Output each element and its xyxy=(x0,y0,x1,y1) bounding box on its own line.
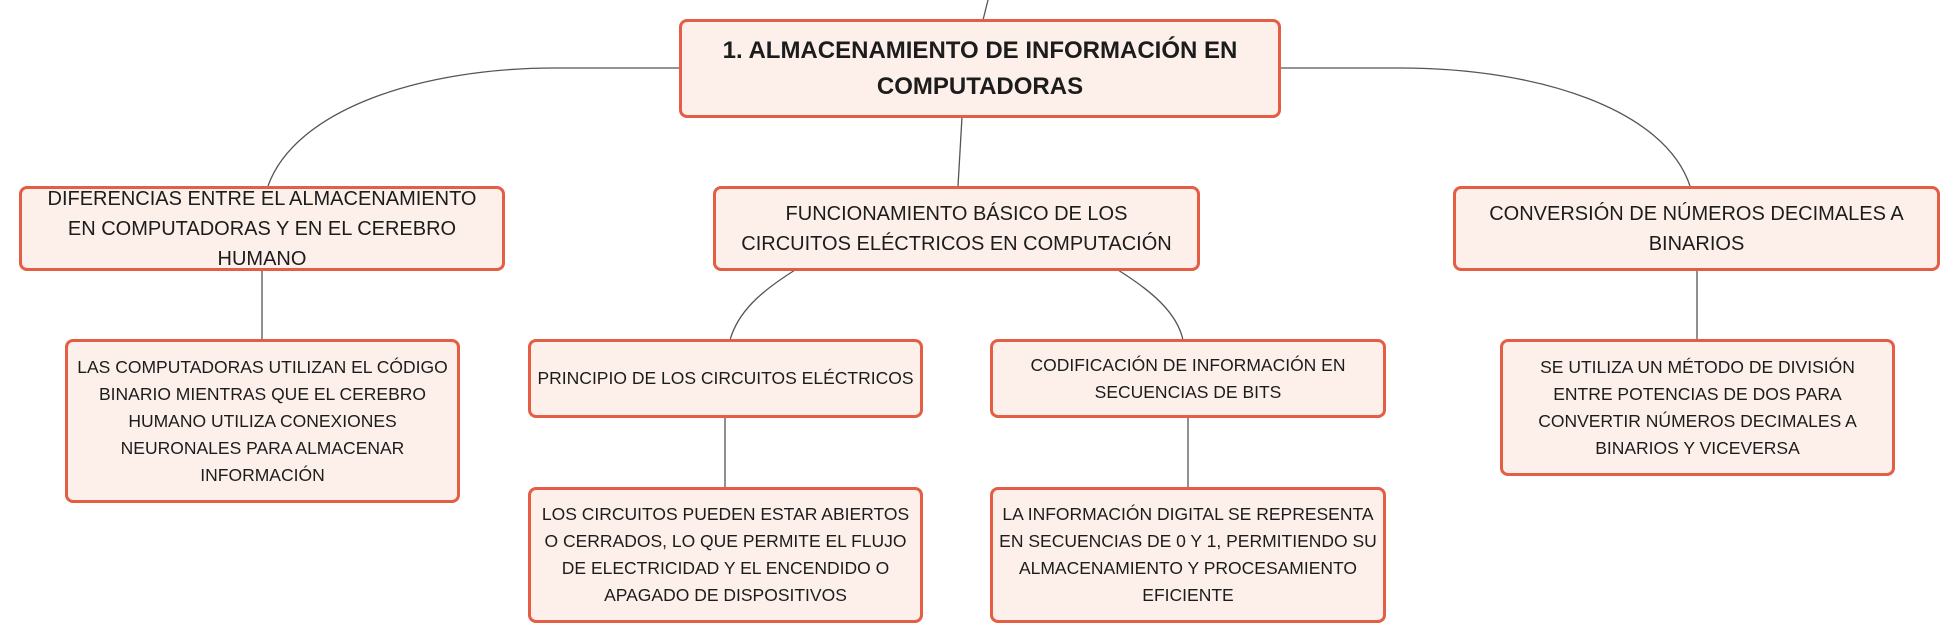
diferencias-node-label: DIFERENCIAS ENTRE EL ALMACENAMIENTO EN COMPUTADORAS Y EN EL CEREBRO HUMANO xyxy=(47,187,477,270)
conversion-detail-node[interactable] xyxy=(1500,339,1895,476)
diferencias-node[interactable] xyxy=(19,186,505,271)
root-node[interactable] xyxy=(679,19,1281,118)
principio-detail-label: LOS CIRCUITOS PUEDEN ESTAR ABIERTOS O CERRADOS, LO QUE PERMITE EL FLUJO DE ELECTRICIDAD Y EL ENCENDIDO O APAGADO DE DISPOSITIVOS xyxy=(541,504,910,605)
codificacion-node-label: CODIFICACIÓN DE INFORMACIÓN EN SECUENCIAS DE BITS xyxy=(1030,354,1346,402)
principio-node-label: PRINCIPIO DE LOS CIRCUITOS ELÉCTRICOS xyxy=(537,368,914,388)
conversion-node[interactable] xyxy=(1453,186,1940,271)
connector-root-to-diferencias xyxy=(268,68,680,186)
codificacion-detail-label: LA INFORMACIÓN DIGITAL SE REPRESENTA EN SECUENCIAS DE 0 Y 1, PERMITIENDO SU ALMACENAMIENTO Y PROCESAMIENTO EFICIENTE xyxy=(999,504,1377,605)
funcionamiento-node[interactable] xyxy=(713,186,1200,271)
codificacion-detail-node[interactable] xyxy=(990,487,1386,623)
funcionamiento-node-label: FUNCIONAMIENTO BÁSICO DE LOS CIRCUITOS ELÉCTRICOS EN COMPUTACIÓN xyxy=(741,202,1172,255)
principio-node[interactable] xyxy=(528,339,923,418)
diferencias-detail-node[interactable] xyxy=(65,339,460,503)
conversion-detail-label: SE UTILIZA UN MÉTODO DE DIVISIÓN ENTRE POTENCIAS DE DOS PARA CONVERTIR NÚMEROS DECIMALES A BINARIOS Y VICEVERSA xyxy=(1538,356,1857,458)
principio-detail-node[interactable] xyxy=(528,487,923,623)
connector-parent-to-root xyxy=(983,0,988,20)
codificacion-node[interactable] xyxy=(990,339,1386,418)
root-node-label: 1. ALMACENAMIENTO DE INFORMACIÓN EN COMPUTADORAS xyxy=(722,36,1238,100)
connector-funcionamiento-to-codificacion xyxy=(1118,270,1183,340)
connector-root-to-conversion xyxy=(1280,68,1690,186)
connector-root-to-funcionamiento xyxy=(958,117,962,186)
diferencias-detail-label: LAS COMPUTADORAS UTILIZAN EL CÓDIGO BINARIO MIENTRAS QUE EL CEREBRO HUMANO UTILIZA CONEXIONES NEURONALES PARA ALMACENAR INFORMACIÓN xyxy=(77,356,448,485)
conversion-node-label: CONVERSIÓN DE NÚMEROS DECIMALES A BINARIOS xyxy=(1489,202,1904,255)
connector-funcionamiento-to-principio xyxy=(730,270,795,340)
